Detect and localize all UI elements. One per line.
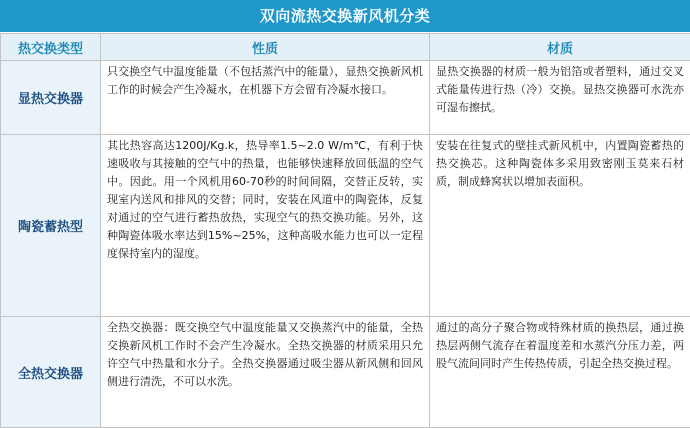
table-row <box>1 317 690 428</box>
row-material-cell: 通过的高分子聚合物或特殊材质的换热层，通过换热层两侧气流存在着温度差和水蒸汽分压力差，两股气流间同时产生传热传质，引起全热交换过程。 <box>430 317 690 428</box>
column-header-material: 材质 <box>430 34 690 61</box>
row-nature-cell: 只交换空气中温度能量（不包括蒸汽中的能量），显热交换新风机工作的时候会产生冷凝水，在机器下方会留有冷凝水接口。 <box>101 61 430 135</box>
row-material-cell: 安装在往复式的壁挂式新风机中，内置陶瓷蓄热的热交换芯。这种陶瓷体多采用致密刚玉莫来石材质，制成蜂窝状以增加表面积。 <box>430 135 690 317</box>
classification-table <box>0 33 690 428</box>
table-row <box>1 135 690 317</box>
table-row <box>1 61 690 135</box>
row-type-cell: 全热交换器 <box>1 317 101 428</box>
row-nature-cell: 全热交换器：既交换空气中温度能量又交换蒸汽中的能量，全热交换新风机工作时不会产生冷凝水。全热交换器的材质采用只允许空气中热量和水分子。全热交换器通过吸尘器从新风侧和回风侧进行清洗，不可以水洗。 <box>101 317 430 428</box>
row-type-cell: 陶瓷蓄热型 <box>1 135 101 317</box>
column-header-nature: 性质 <box>101 34 430 61</box>
table-title: 双向流热交换新风机分类 <box>0 0 690 32</box>
row-material-cell: 显热交换器的材质一般为铝箔或者塑料，通过交叉式能量传进行热（冷）交换。显热交换器可水洗亦可湿布擦拭。 <box>430 61 690 135</box>
header-row <box>1 34 690 61</box>
column-header-type: 热交换类型 <box>1 34 101 61</box>
row-nature-cell: 其比热容高达1200J/Kg.k，热导率1.5~2.0 W/m℃，有利于快速吸收与其接触的空气中的热量，也能够快速释放回低温的空气中。因此。用一个风机用60-70秒的时间间隔，交替正反转，实现室内送风和排风的交替；同时，安装在风道中的陶瓷体，反复对通过的空气进行蓄热放热，实现空气的热交换功能。另外，这种陶瓷体吸水率达到15%~25%，这种高吸水能力也可以一定程度保持室内的湿度。 <box>101 135 430 317</box>
row-type-cell: 显热交换器 <box>1 61 101 135</box>
